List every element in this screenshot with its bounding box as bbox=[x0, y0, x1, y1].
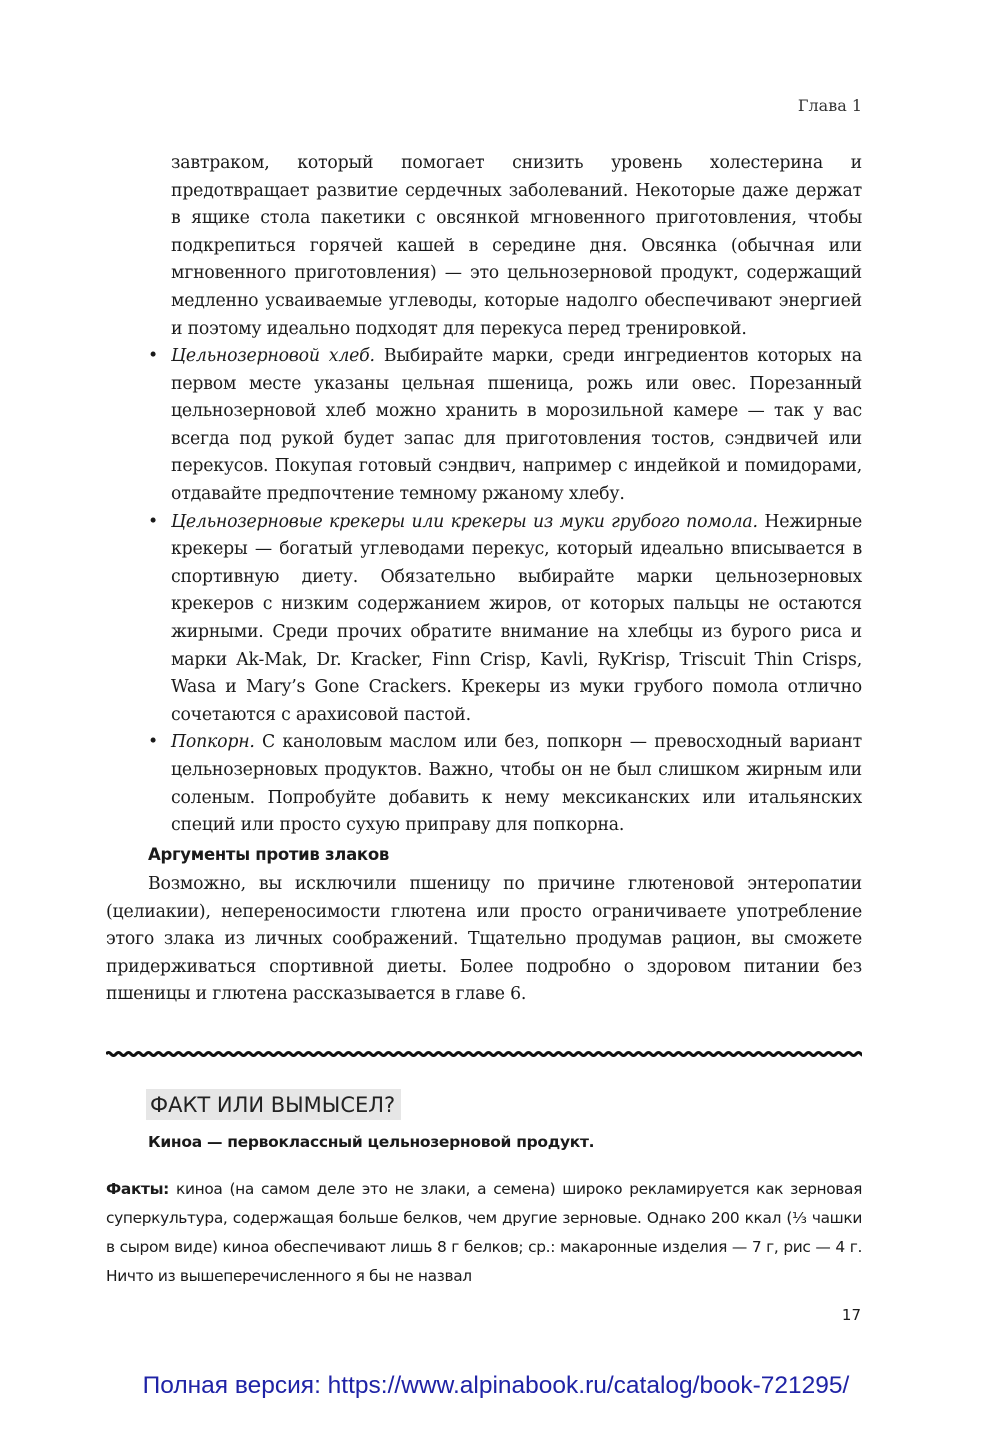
facts-text: киноа (на самом деле это не злаки, а семена) широко рекламируется как зерновая суперкультура, содержащая больше белков, чем другие зерновые. Однако 200 ккал (⅓ чашки в сыром виде) киноа обеспечивают лишь 8 г белков; ср.: макаронные изделия — 7 г, рис — 4 г. Ничто из вышеперечисленного я бы не назвал bbox=[106, 1180, 862, 1285]
list-item-whole-grain-bread bbox=[106, 343, 862, 509]
facts-paragraph bbox=[106, 1175, 862, 1291]
list-item-text: Выбирайте марки, среди ингредиентов которых на первом месте указаны цельная пшеница, рожь или овес. Порезанный цельнозерновой хлеб можно хранить в морозильной камере — так у вас всегда под рукой будет запас для приготовления тостов, сэндвичей или перекусов. Покупая готовый сэндвич, например с индейкой и помидорами, отдавайте предпочтение темному ржаному хлебу. bbox=[171, 346, 862, 504]
continuation-paragraph: завтраком, который помогает снизить уровень холестерина и предотвращает развитие сердечных заболеваний. Некоторые даже держат в ящике стола пакетики с овсянкой мгновенного приготовления, чтобы подкрепиться горячей кашей в середине дня. Овсянка (обычная или мгновенного приготовления) — это цельнозерновой продукт, содержащий медленно усваиваемые углеводы, которые надолго обеспечивают энергией и поэтому идеально подходят для перекуса перед тренировкой. bbox=[171, 153, 862, 339]
against-grains-paragraph: Возможно, вы исключили пшеницу по причине глютеновой энтеропатии (целиакии), непереносимости глютена или просто ограничиваете употребление этого злака из личных соображений. Тщательно продумав рацион, вы сможете придерживаться спортивной диеты. Более подробно о здоровом питании без пшеницы и глютена рассказывается в главе 6. bbox=[106, 874, 862, 1005]
fact-claim-heading: Киноа — первоклассный цельнозерновой продукт. bbox=[148, 1133, 595, 1151]
whole-grain-snack-list bbox=[106, 343, 862, 840]
facts-label: Факты: bbox=[106, 1180, 169, 1198]
bullet-marker: • bbox=[148, 511, 158, 532]
bullet-marker: • bbox=[148, 732, 158, 753]
list-item-lead: Попкорн. bbox=[171, 732, 255, 753]
list-item-text: С каноловым маслом или без, попкорн — превосходный вариант цельнозерновых продуктов. Важно, чтобы он не был слишком жирным или соленым. Попробуйте добавить к нему мексиканских или итальянских специй или просто сухую приправу для попкорна. bbox=[171, 732, 862, 836]
wavy-divider bbox=[106, 1046, 862, 1062]
section-heading-against-grains: Аргументы против злаков bbox=[148, 845, 390, 864]
list-item-text: Нежирные крекеры — богатый углеводами перекус, который идеально вписывается в спортивную диету. Обязательно выбирайте марки цельнозерновых крекеров с низким содержанием жиров, от которых пальцы не остаются жирными. Среди прочих обратите внимание на хлебцы из бурого риса и марки Ak-Mak, Dr. Kracker, Finn Crisp, Kavli, RyKrisp, Triscuit Thin Crisps, Wasa и Mary’s Gone Crackers. Крекеры из муки грубого помола отлично сочетаются с арахисовой пастой. bbox=[171, 511, 862, 725]
list-item-lead: Цельнозерновой хлеб. bbox=[171, 346, 375, 366]
list-item-lead: Цельнозерновые крекеры или крекеры из муки грубого помола. bbox=[171, 511, 758, 532]
bullet-marker: • bbox=[148, 346, 158, 366]
fact-or-fiction-title: ФАКТ ИЛИ ВЫМЫСЕЛ? bbox=[146, 1089, 401, 1120]
running-header-chapter: Глава 1 bbox=[797, 96, 862, 115]
full-version-link[interactable]: Полная версия: https://www.alpinabook.ru/catalog/book-721295/ bbox=[142, 1372, 850, 1399]
list-item-popcorn bbox=[106, 729, 862, 839]
list-item-whole-grain-crackers bbox=[106, 509, 862, 730]
page-number: 17 bbox=[841, 1306, 861, 1324]
